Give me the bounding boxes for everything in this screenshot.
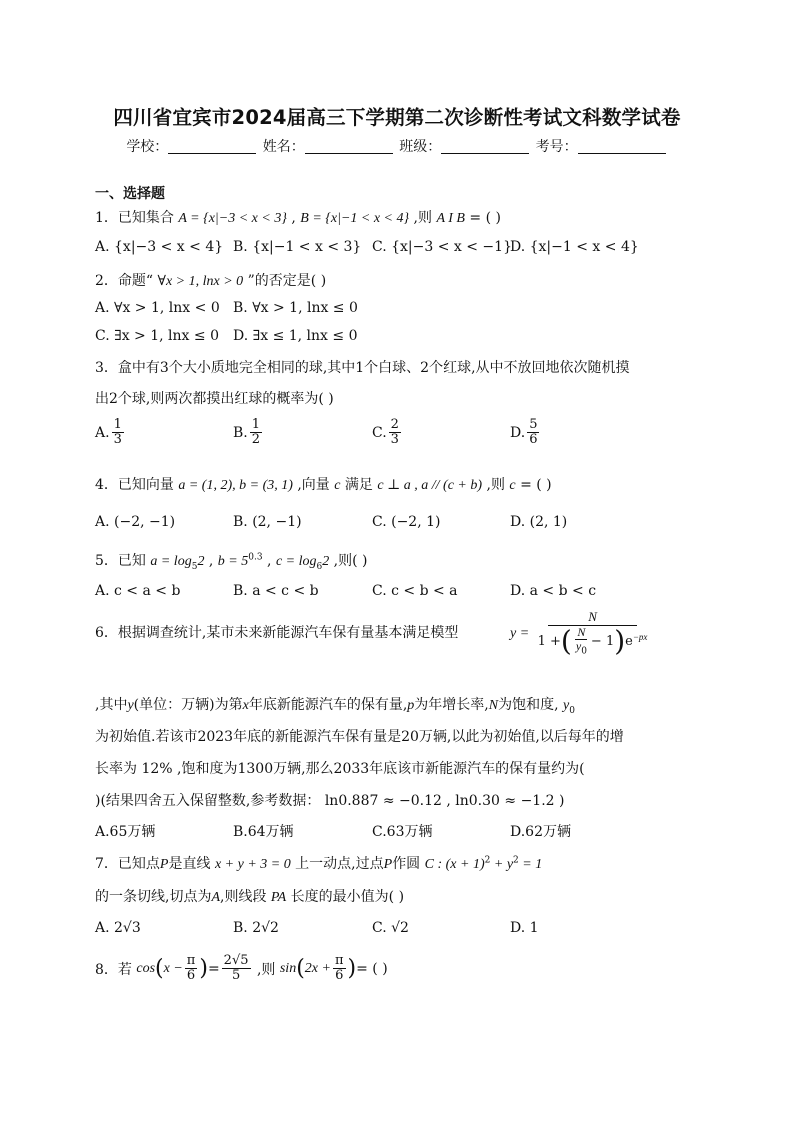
question-6-stem: 6．根据调查统计,某市未来新能源汽车保有量基本满足模型 [95,625,459,641]
question-6-line-3: 长率为 12% ,饱和度为1300万辆,那么2033年底该市新能源汽车的保有量约为( [95,761,585,777]
question-3-option-a[interactable]: A. $\frac{1}{3}$ [95,417,122,448]
question-8-stem: 8．若 cos(x − $\frac{\pi}{6}$ )= $\frac{2√5}{5}$ ,则 sin(2x + $\frac{\pi}{6}$ )= ( ) [95,953,388,984]
question-4-option-a[interactable]: A. (−2, −1) [95,514,176,530]
question-6-line-1: ,其中y(单位：万辆)为第x年底新能源汽车的保有量,p为年增长率,N为饱和度, $y_0$ [95,697,575,716]
question-6-option-c[interactable]: C.63万辆 [372,824,433,840]
question-3-option-d[interactable]: D. $\frac{5}{6}$ [510,417,538,448]
question-2-stem: 2．命题“ ∀x > 1, lnx > 0 ”的否定是( ) [95,273,327,289]
question-6-line-4: )(结果四舍五入保留整数,参考数据： ln0.887 ≈ −0.12 , ln0.30 ≈ −1.2 ) [95,793,565,809]
exam-number-blank[interactable] [578,139,666,154]
question-1-option-b[interactable]: B. {x|−1 < x < 3} [233,239,362,255]
question-5-option-c[interactable]: C. c < b < a [372,583,458,599]
question-6-option-b[interactable]: B.64万辆 [233,824,294,840]
question-4-option-b[interactable]: B. (2, −1) [233,514,302,530]
question-3-option-c[interactable]: C. $\frac{2}{3}$ [372,417,399,448]
student-info-row [0,136,794,156]
question-5-option-a[interactable]: A. c < a < b [95,583,181,599]
question-6-option-d[interactable]: D.62万辆 [510,824,571,840]
question-2-option-a[interactable]: A. ∀x > 1, lnx < 0 [95,300,220,316]
question-7-stem: 7．已知点P是直线 x + y + 3 = 0 上一动点,过点P作圆 C : $(x + 1)^2 + y^2 = 1$ [95,855,543,872]
fraction: $\frac{5}{6}$ [529,417,538,448]
page-title: 四川省宜宾市2024届高三下学期第二次诊断性考试文科数学试卷 [113,106,681,129]
question-7-option-b[interactable]: B. 2√2 [233,920,279,936]
question-2-option-b[interactable]: B. ∀x > 1, lnx ≤ 0 [233,300,358,316]
name-blank[interactable] [305,139,393,154]
fraction: $\frac{1}{2}$ [251,417,261,448]
question-4-stem: 4．已知向量 a = (1, 2), b = (3, 1) ,向量 c 满足 c ⊥ a , a // (c + b) ,则 c = ( ) [95,477,552,493]
question-5-option-b[interactable]: B. a < c < b [233,583,319,599]
fraction: $\frac{1}{3}$ [113,417,122,448]
question-7-stem-line-2: 的一条切线,切点为A,则线段 PA 长度的最小值为( ) [95,889,405,905]
question-1-option-d[interactable]: D. {x|−1 < x < 4} [510,239,639,255]
school-label: 学校： [126,139,169,155]
question-3-stem-line-1: 3．盒中有3个大小质地完全相同的球,其中1个白球、2个红球,从中不放回地依次随机摸 [95,360,630,376]
class-label: 班级： [399,139,442,155]
question-1-stem: 1．已知集合 A = {x|−3 < x < 3} , B = {x|−1 < x < 4} ,则 A I B = ( ) [95,210,501,226]
exam-number-label: 考号： [535,139,578,155]
formula-fraction: N 1 +( $\frac{N}{y_0}$ − $1)e^{-px}$ [537,609,648,659]
question-4-option-d[interactable]: D. (2, 1) [510,514,568,530]
class-blank[interactable] [441,139,529,154]
question-1-option-a[interactable]: A. {x|−3 < x < 4} [95,239,224,255]
question-5-stem: 5．已知 $a = \log_52$ , $b = 5^{0.3}$ , $c = \log_62$ ,则( ) [95,552,368,572]
question-2-option-c[interactable]: C. ∃x > 1, lnx ≤ 0 [95,328,219,344]
question-7-option-d[interactable]: D. 1 [510,920,539,936]
school-blank[interactable] [168,139,256,154]
section-title: 一、选择题 [95,186,165,202]
question-3-option-b[interactable]: B. $\frac{1}{2}$ [233,417,261,448]
name-label: 姓名： [262,139,305,155]
question-4-option-c[interactable]: C. (−2, 1) [372,514,441,530]
question-1-option-c[interactable]: C. {x|−3 < x < −1} [372,239,512,255]
question-3-stem-line-2: 出2个球,则两次都摸出红球的概率为( ) [95,391,334,407]
question-6-line-2: 为初始值.若该市2023年底的新能源汽车保有量是20万辆,以此为初始值,以后每年的增 [95,729,624,745]
logistic-model-formula: y = N 1 +( $\frac{N}{y_0}$ − $1)e^{-px}$ [510,609,648,659]
fraction: $\frac{2}{3}$ [390,417,399,448]
question-7-option-c[interactable]: C. √2 [372,920,409,936]
question-5-option-d[interactable]: D. a < b < c [510,583,597,599]
question-7-option-a[interactable]: A. 2√3 [95,920,141,936]
question-6-option-a[interactable]: A.65万辆 [95,824,156,840]
question-2-option-d[interactable]: D. ∃x ≤ 1, lnx ≤ 0 [233,328,358,344]
